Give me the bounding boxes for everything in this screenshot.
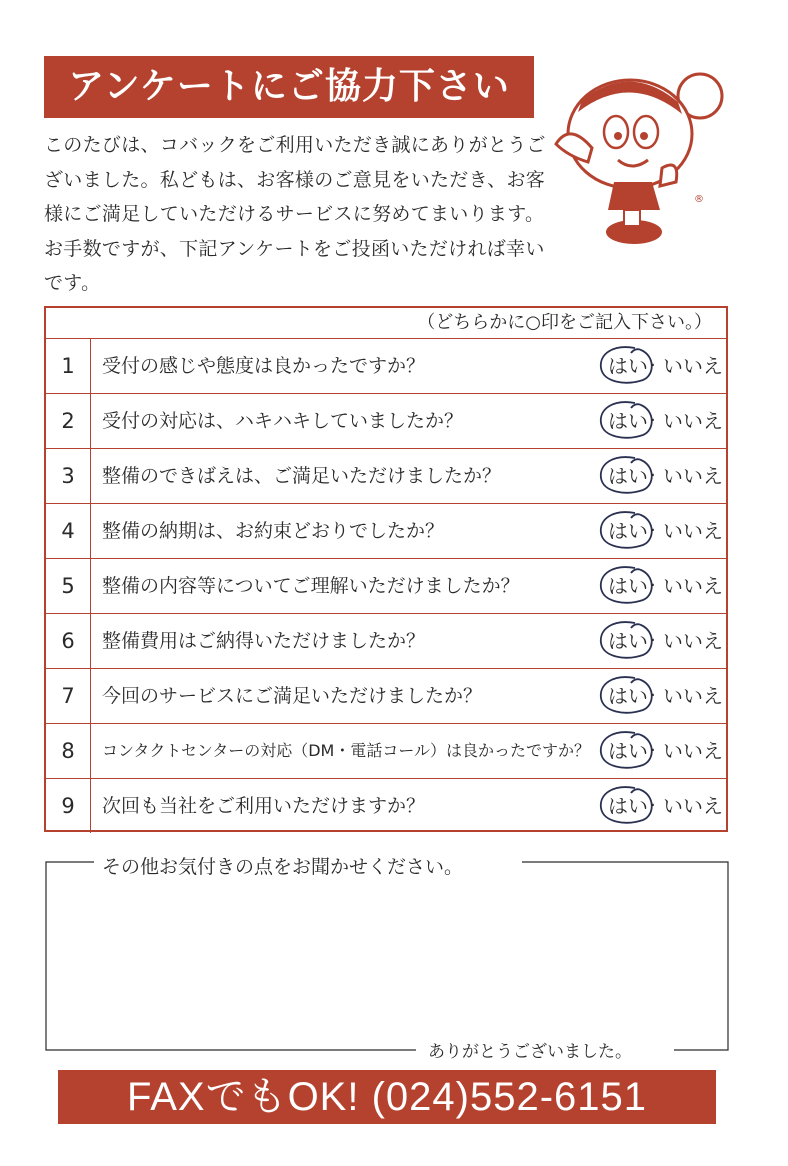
table-row bbox=[46, 779, 726, 833]
table-row bbox=[46, 669, 726, 724]
comment-box[interactable] bbox=[44, 860, 730, 1058]
answer-yes[interactable]: はい bbox=[608, 464, 648, 488]
answer-yes[interactable]: はい bbox=[608, 574, 648, 598]
fax-banner: FAXでもOK! (024)552-6151 bbox=[58, 1070, 716, 1124]
answer-yes[interactable]: はい bbox=[608, 409, 648, 433]
answer-no[interactable]: いいえ bbox=[663, 409, 723, 433]
answer-no[interactable]: いいえ bbox=[663, 464, 723, 488]
answer-separator: · bbox=[650, 685, 656, 706]
question-number: 6 bbox=[46, 614, 91, 668]
question-number: 1 bbox=[46, 339, 91, 393]
question-number: 9 bbox=[46, 779, 91, 833]
table-row bbox=[46, 614, 726, 669]
answer-no[interactable]: いいえ bbox=[663, 629, 723, 653]
answer-separator: · bbox=[650, 795, 656, 816]
question-number: 4 bbox=[46, 504, 91, 558]
answer-separator: · bbox=[650, 465, 656, 486]
question-text: 今回のサービスにご満足いただけましたか？ bbox=[102, 685, 483, 707]
answer-yes[interactable]: はい bbox=[608, 629, 648, 653]
table-row bbox=[46, 449, 726, 504]
question-text: コンタクトセンターの対応（DM・電話コール）は良かったですか？ bbox=[102, 741, 591, 760]
question-number: 5 bbox=[46, 559, 91, 613]
answer-separator: · bbox=[650, 740, 656, 761]
question-text: 受付の感じや態度は良かったですか？ bbox=[102, 355, 426, 377]
answer-yes[interactable]: はい bbox=[608, 794, 648, 818]
table-row bbox=[46, 339, 726, 394]
answer-yes[interactable]: はい bbox=[608, 739, 648, 763]
intro-text: このたびは、コバックをご利用いただき誠にありがとうございました。私どもは、お客様のご意見をいただき、お客様にご満足していただけるサービスに努めてまいります。お手数ですが、下記アンケートをご投函いただければ幸いです。 bbox=[44, 134, 546, 294]
question-text: 次回も当社をご利用いただけますか？ bbox=[102, 795, 426, 817]
answer-yes[interactable]: はい bbox=[608, 519, 648, 543]
answer-no[interactable]: いいえ bbox=[663, 794, 723, 818]
question-number: 2 bbox=[46, 394, 91, 448]
survey-table bbox=[44, 306, 728, 832]
question-text: 整備のできばえは、ご満足いただけましたか？ bbox=[102, 465, 502, 487]
mascot-illustration bbox=[548, 62, 726, 252]
answer-separator: · bbox=[650, 410, 656, 431]
survey-title: アンケートにご協力下さい bbox=[44, 56, 534, 118]
comment-label: その他お気付きの点をお聞かせください。 bbox=[98, 852, 467, 879]
answer-no[interactable]: いいえ bbox=[663, 739, 723, 763]
table-row bbox=[46, 504, 726, 559]
question-number: 8 bbox=[46, 724, 91, 778]
answer-no[interactable]: いいえ bbox=[663, 354, 723, 378]
question-number: 7 bbox=[46, 669, 91, 723]
table-row bbox=[46, 394, 726, 449]
question-text: 整備の納期は、お約束どおりでしたか？ bbox=[102, 520, 445, 542]
question-text: 整備費用はご納得いただけましたか？ bbox=[102, 630, 426, 652]
comment-box-frame bbox=[44, 860, 730, 1058]
answer-yes[interactable]: はい bbox=[608, 684, 648, 708]
answer-separator: · bbox=[650, 520, 656, 541]
table-row bbox=[46, 559, 726, 614]
answer-separator: · bbox=[650, 630, 656, 651]
answer-no[interactable]: いいえ bbox=[663, 519, 723, 543]
registered-mark: ® bbox=[694, 194, 704, 205]
table-instruction: （どちらかに○印をご記入下さい。） bbox=[46, 308, 726, 339]
mascot-icon bbox=[548, 62, 726, 252]
table-row bbox=[46, 724, 726, 779]
question-text: 整備の内容等についてご理解いただけましたか？ bbox=[102, 575, 520, 597]
answer-no[interactable]: いいえ bbox=[663, 684, 723, 708]
answer-yes[interactable]: はい bbox=[608, 354, 648, 378]
question-number: 3 bbox=[46, 449, 91, 503]
answer-no[interactable]: いいえ bbox=[663, 574, 723, 598]
question-text: 受付の対応は、ハキハキしていましたか？ bbox=[102, 410, 464, 432]
answer-separator: · bbox=[650, 355, 656, 376]
answer-separator: · bbox=[650, 575, 656, 596]
thanks-text: ありがとうございました。 bbox=[422, 1037, 638, 1062]
